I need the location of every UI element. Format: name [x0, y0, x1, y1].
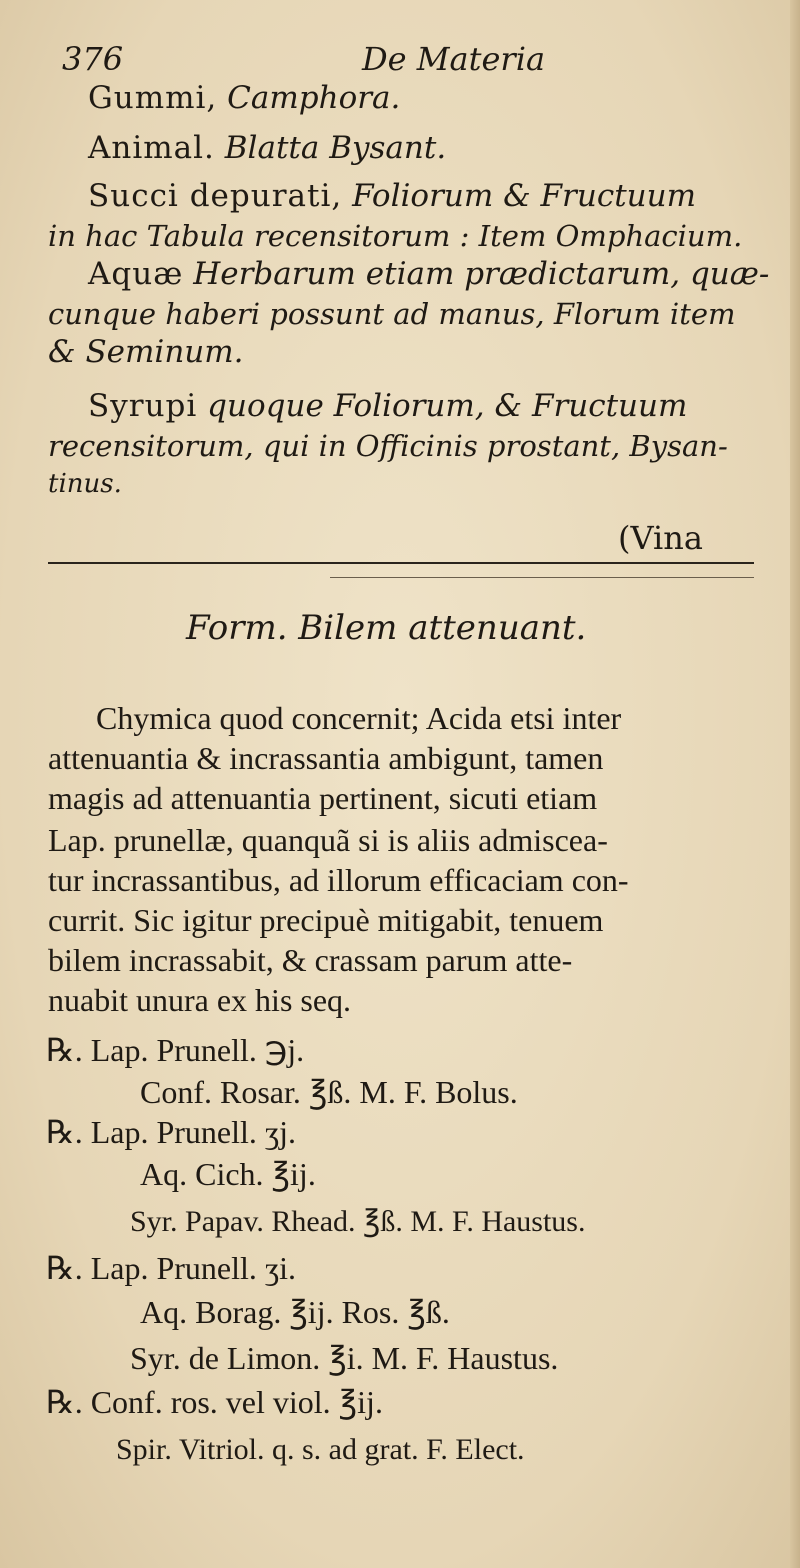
page-number: 376	[62, 40, 124, 78]
list-line	[88, 80, 400, 116]
recipe-line: Syr. Papav. Rhead. ℥ß. M. F. Haustus.	[130, 1205, 586, 1238]
recipe-line: ℞. Lap. Prunell. ℈j.	[46, 1032, 305, 1068]
running-header	[62, 40, 762, 80]
paragraph-line: tur incrassantibus, ad illorum efficaciam con-	[48, 862, 629, 898]
list-line	[88, 178, 696, 214]
paragraph-line: Chymica quod concernit; Acida etsi inter	[96, 700, 622, 736]
list-head: Aquæ	[88, 256, 184, 292]
paragraph-line: attenuantia & incrassantia ambigunt, tamen	[48, 740, 604, 776]
list-line: & Seminum.	[48, 334, 244, 370]
recipe-line: ℞. Conf. ros. vel viol. ℥ij.	[46, 1384, 383, 1420]
running-title: De Materia	[362, 40, 546, 78]
section-title: Form. Bilem attenuant.	[186, 608, 587, 648]
list-head: Syrupi	[88, 388, 198, 424]
paragraph-line: magis ad attenuantia pertinent, sicuti etiam	[48, 780, 598, 816]
paragraph-line: Lap. prunellæ, quanquã si is aliis admiscea-	[48, 822, 608, 858]
paragraph-line: nuabit unura ex his seq.	[48, 982, 352, 1018]
recipe-line: Syr. de Limon. ℥i. M. F. Haustus.	[130, 1340, 559, 1376]
recipe-line: Spir. Vitriol. q. s. ad grat. F. Elect.	[116, 1433, 525, 1466]
recipe-line: Aq. Cich. ℥ij.	[140, 1156, 316, 1192]
section-rule-thin	[330, 577, 754, 578]
list-line: cunque haberi possunt ad manus, Florum item	[48, 297, 736, 331]
page-edge	[790, 0, 800, 1568]
list-head: Gummi,	[88, 80, 218, 116]
list-line	[88, 388, 687, 424]
paragraph-line: currit. Sic igitur precipuè mitigabit, tenuem	[48, 902, 604, 938]
list-head: Animal.	[88, 130, 215, 166]
recipe-line: Aq. Borag. ℥ij. Ros. ℥ß.	[140, 1294, 450, 1330]
list-text: Blatta Bysant.	[224, 130, 447, 166]
list-text: quoque Foliorum, & Fructuum	[207, 388, 688, 424]
paragraph-line: bilem incrassabit, & crassam parum atte-	[48, 942, 573, 978]
list-head: Succi depurati,	[88, 178, 343, 214]
list-text: Herbarum etiam prædictarum, quæ-	[193, 256, 770, 292]
recipe-line: ℞. Lap. Prunell. ʒi.	[46, 1250, 296, 1286]
list-text: Foliorum & Fructuum	[352, 178, 696, 214]
list-line: recensitorum, qui in Officinis prostant, Bysan-	[48, 429, 728, 463]
section-rule	[48, 562, 754, 564]
list-line	[88, 256, 769, 292]
recipe-line: ℞. Lap. Prunell. ʒj.	[46, 1114, 296, 1150]
list-line	[88, 130, 446, 166]
list-line: tinus.	[48, 469, 122, 499]
recipe-line: Conf. Rosar. ℥ß. M. F. Bolus.	[140, 1074, 518, 1110]
catchword: (Vina	[618, 519, 703, 557]
list-text: Camphora.	[227, 80, 401, 116]
list-line: in hac Tabula recensitorum : Item Omphacium.	[48, 219, 743, 253]
